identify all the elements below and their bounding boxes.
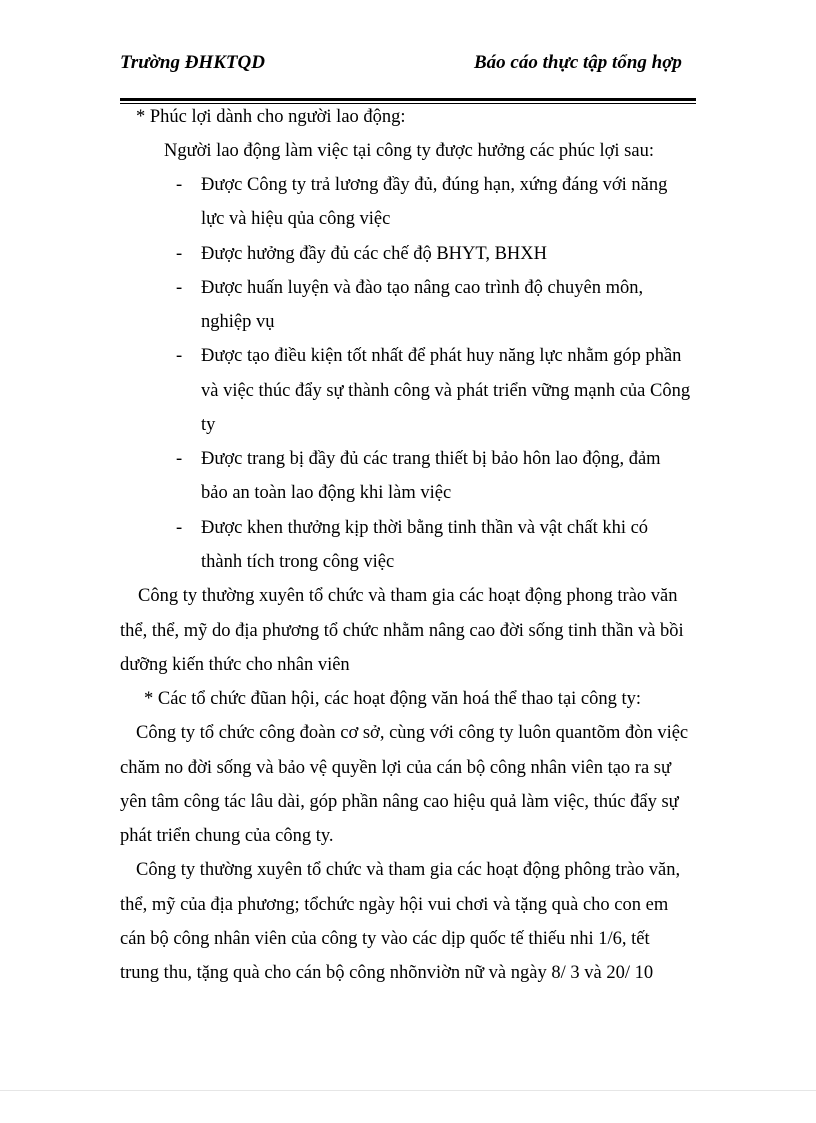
bullet-marker: - xyxy=(176,518,183,538)
bullet-text: Được trang bị đầy đủ các trang thiết bị bảo hôn lao động, đảm xyxy=(201,449,661,469)
paragraph-1-line: Công ty thường xuyên tổ chức và tham gia các hoạt động phong trào văn xyxy=(138,586,678,606)
paragraph-2-line: yên tâm công tác lâu dài, góp phần nâng cao hiệu quả làm việc, thúc đẩy sự xyxy=(120,792,679,812)
header-school-name: Trường ĐHKTQD xyxy=(120,52,265,73)
bullet-text: thành tích trong công việc xyxy=(201,552,395,572)
header-rule-thin xyxy=(120,103,696,104)
paragraph-1-line: thể, thể, mỹ do địa phương tổ chức nhằm nâng cao đời sống tinh thần và bồi xyxy=(120,621,684,641)
bullet-text: Được Công ty trả lương đầy đủ, đúng hạn, xứng đáng với năng xyxy=(201,175,668,195)
paragraph-3-line: thể, mỹ của địa phương; tổchức ngày hội vui chơi và tặng quà cho con em xyxy=(120,895,669,915)
bullet-marker: - xyxy=(176,175,183,195)
bullet-marker: - xyxy=(176,449,183,469)
bullet-marker: - xyxy=(176,244,183,264)
paragraph-3-line: Công ty thường xuyên tổ chức và tham gia các hoạt động phông trào văn, xyxy=(136,860,681,880)
bullet-text: bảo an toàn lao động khi làm việc xyxy=(201,483,452,503)
paragraph-2-line: chăm no đời sống và bảo vệ quyền lợi của cán bộ công nhân viên tạo ra sự xyxy=(120,758,672,778)
bullet-text: Được tạo điều kiện tốt nhất để phát huy năng lực nhằm góp phần xyxy=(201,346,682,366)
bullet-text: và việc thúc đẩy sự thành công và phát triển vững mạnh của Công xyxy=(201,381,691,401)
paragraph-3-line: trung thu, tặng quà cho cán bộ công nhõnviờn nữ và ngày 8/ 3 và 20/ 10 xyxy=(120,963,654,983)
bullet-text: ty xyxy=(201,415,216,435)
bullet-marker: - xyxy=(176,278,183,298)
paragraph-1-line: dưỡng kiến thức cho nhân viên xyxy=(120,655,350,675)
bullet-text: nghiệp vụ xyxy=(201,312,275,332)
paragraph-2-line: phát triển chung của công ty. xyxy=(120,826,334,846)
bullet-text: Được huấn luyện và đào tạo nâng cao trình độ chuyên môn, xyxy=(201,278,644,298)
page-bottom-edge xyxy=(0,1090,816,1091)
bullet-text: lực và hiệu qủa công việc xyxy=(201,209,391,229)
bullet-text: Được khen thưởng kịp thời bằng tinh thần và vật chất khi có xyxy=(201,518,649,538)
bullet-marker: - xyxy=(176,346,183,366)
paragraph-2-line: Công ty tổ chức công đoàn cơ sở, cùng với công ty luôn quantõm đòn việc xyxy=(136,723,689,743)
union-heading: * Các tổ chức đũan hội, các hoạt động văn hoá thể thao tại công ty: xyxy=(144,689,642,709)
paragraph-3-line: cán bộ công nhân viên của công ty vào các dịp quốc tế thiếu nhi 1/6, tết xyxy=(120,929,650,949)
welfare-heading: * Phúc lợi dành cho người lao động: xyxy=(136,107,406,127)
header-rule-thick xyxy=(120,98,696,101)
header-report-title: Báo cáo thực tập tổng hợp xyxy=(474,52,682,73)
bullet-text: Được hưởng đầy đủ các chế độ BHYT, BHXH xyxy=(201,244,547,264)
welfare-intro: Người lao động làm việc tại công ty được hưởng các phúc lợi sau: xyxy=(164,141,654,161)
